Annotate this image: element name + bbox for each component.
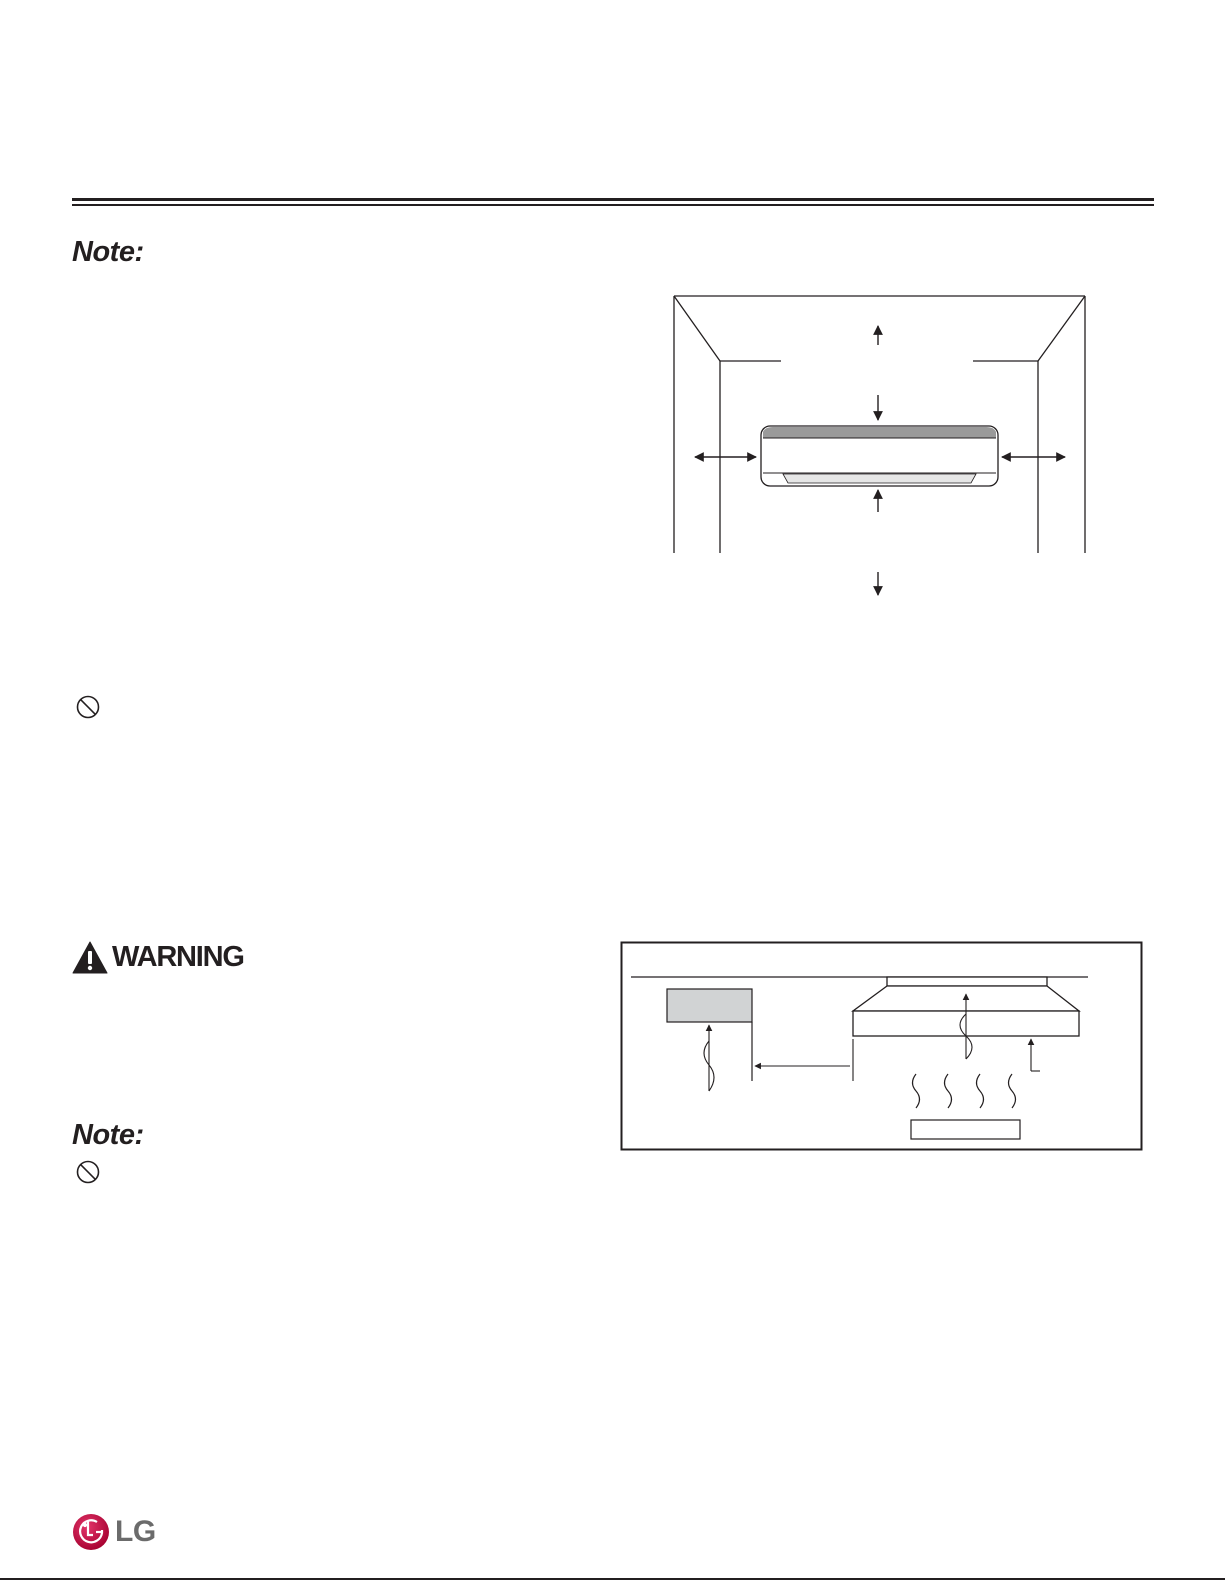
heat-source-box bbox=[911, 1120, 1020, 1139]
prohibited-icon bbox=[75, 1159, 101, 1185]
clearance-diagram bbox=[665, 290, 1095, 605]
brand-name: LG bbox=[115, 1515, 156, 1548]
brand-logo bbox=[72, 1513, 156, 1551]
diagram-frame bbox=[622, 943, 1142, 1150]
footer-rule bbox=[0, 1578, 1225, 1580]
warning-heading bbox=[72, 940, 244, 974]
warning-triangle-icon bbox=[72, 941, 108, 974]
warning-label: WARNING bbox=[112, 940, 244, 973]
note-heading: Note: bbox=[72, 236, 144, 268]
heat-source-diagram bbox=[620, 941, 1145, 1154]
header-rule-bottom bbox=[72, 204, 1154, 206]
header-rule-top bbox=[72, 198, 1154, 201]
room-outline bbox=[674, 296, 1085, 553]
indoor-unit bbox=[761, 426, 998, 486]
lg-logo-icon bbox=[72, 1513, 110, 1551]
wall-unit-box bbox=[667, 989, 752, 1022]
note-heading-second: Note: bbox=[72, 1119, 144, 1151]
prohibited-icon bbox=[75, 694, 101, 720]
